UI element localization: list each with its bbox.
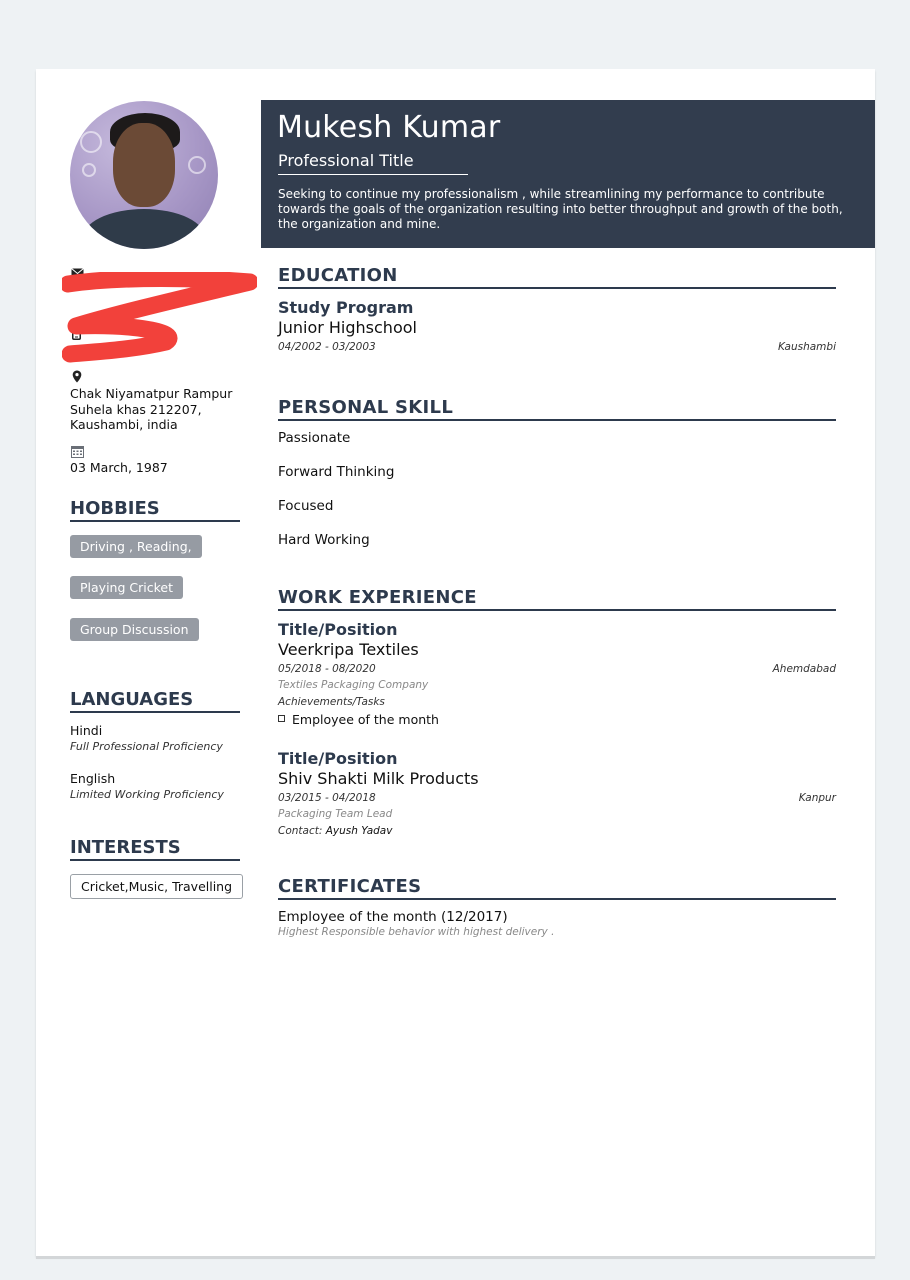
certificates-heading: CERTIFICATES [278, 876, 836, 900]
professional-title: Professional Title [278, 151, 468, 175]
job-position: Title/Position [278, 620, 398, 639]
job-dates: 03/2015 - 04/2018 [278, 792, 376, 804]
interest-tag: Cricket,Music, Travelling [70, 874, 243, 899]
job-location: Kanpur [798, 792, 836, 804]
calendar-icon [71, 445, 84, 460]
language-level: Limited Working Proficiency [70, 788, 224, 801]
language-name: Hindi [70, 723, 103, 738]
contact-label: Contact: [278, 825, 323, 837]
hobby-tag: Driving , Reading, [70, 535, 202, 558]
achievement-text: Employee of the month [292, 712, 439, 727]
page-shadow [36, 1256, 875, 1259]
study-program: Study Program [278, 298, 414, 317]
school-name: Junior Highschool [278, 318, 417, 337]
certificate-description: Highest Responsible behavior with highest delivery . [278, 926, 555, 938]
interests-heading: INTERESTS [70, 837, 240, 861]
education-heading: EDUCATION [278, 265, 836, 289]
work-experience-heading: WORK EXPERIENCE [278, 587, 836, 611]
job-contact [278, 825, 392, 837]
skill-item: Forward Thinking [278, 464, 395, 480]
job-position: Title/Position [278, 749, 398, 768]
hobby-tag: Group Discussion [70, 618, 199, 641]
date-of-birth: 03 March, 1987 [70, 460, 168, 475]
contact-name: Ayush Yadav [325, 825, 393, 837]
job-dates: 05/2018 - 08/2020 [278, 663, 376, 675]
profile-photo [70, 101, 218, 249]
education-location: Kaushambi [778, 341, 836, 353]
job-location: Ahemdabad [772, 663, 836, 675]
job-description: Packaging Team Lead [278, 808, 393, 820]
job-company: Veerkripa Textiles [278, 640, 419, 659]
skill-item: Passionate [278, 430, 351, 446]
languages-heading: LANGUAGES [70, 689, 240, 713]
skill-item: Focused [278, 498, 334, 514]
profile-summary: Seeking to continue my professionalism , while streamlining my performance to contribute towards the goals of the organization resulting into better throughput and growth of the both, the organization and mine. [278, 187, 843, 231]
certificate-name: Employee of the month (12/2017) [278, 909, 508, 925]
education-dates: 04/2002 - 03/2003 [278, 341, 376, 353]
job-company: Shiv Shakti Milk Products [278, 769, 479, 788]
redaction-scribble [62, 272, 257, 364]
language-name: English [70, 771, 116, 786]
person-name: Mukesh Kumar [277, 110, 501, 145]
hobbies-heading: HOBBIES [70, 498, 240, 522]
achievement-item [278, 712, 439, 727]
personal-skill-heading: PERSONAL SKILL [278, 397, 836, 421]
achievements-label: Achievements/Tasks [278, 696, 385, 708]
language-level: Full Professional Proficiency [70, 740, 223, 753]
address: Chak Niyamatpur Rampur Suhela khas 212207, Kaushambi, india [70, 386, 233, 432]
skill-item: Hard Working [278, 532, 370, 548]
map-pin-icon [72, 370, 82, 385]
square-bullet-icon [278, 715, 285, 722]
header-banner [261, 100, 875, 248]
job-description: Textiles Packaging Company [278, 679, 429, 691]
hobby-tag: Playing Cricket [70, 576, 183, 599]
